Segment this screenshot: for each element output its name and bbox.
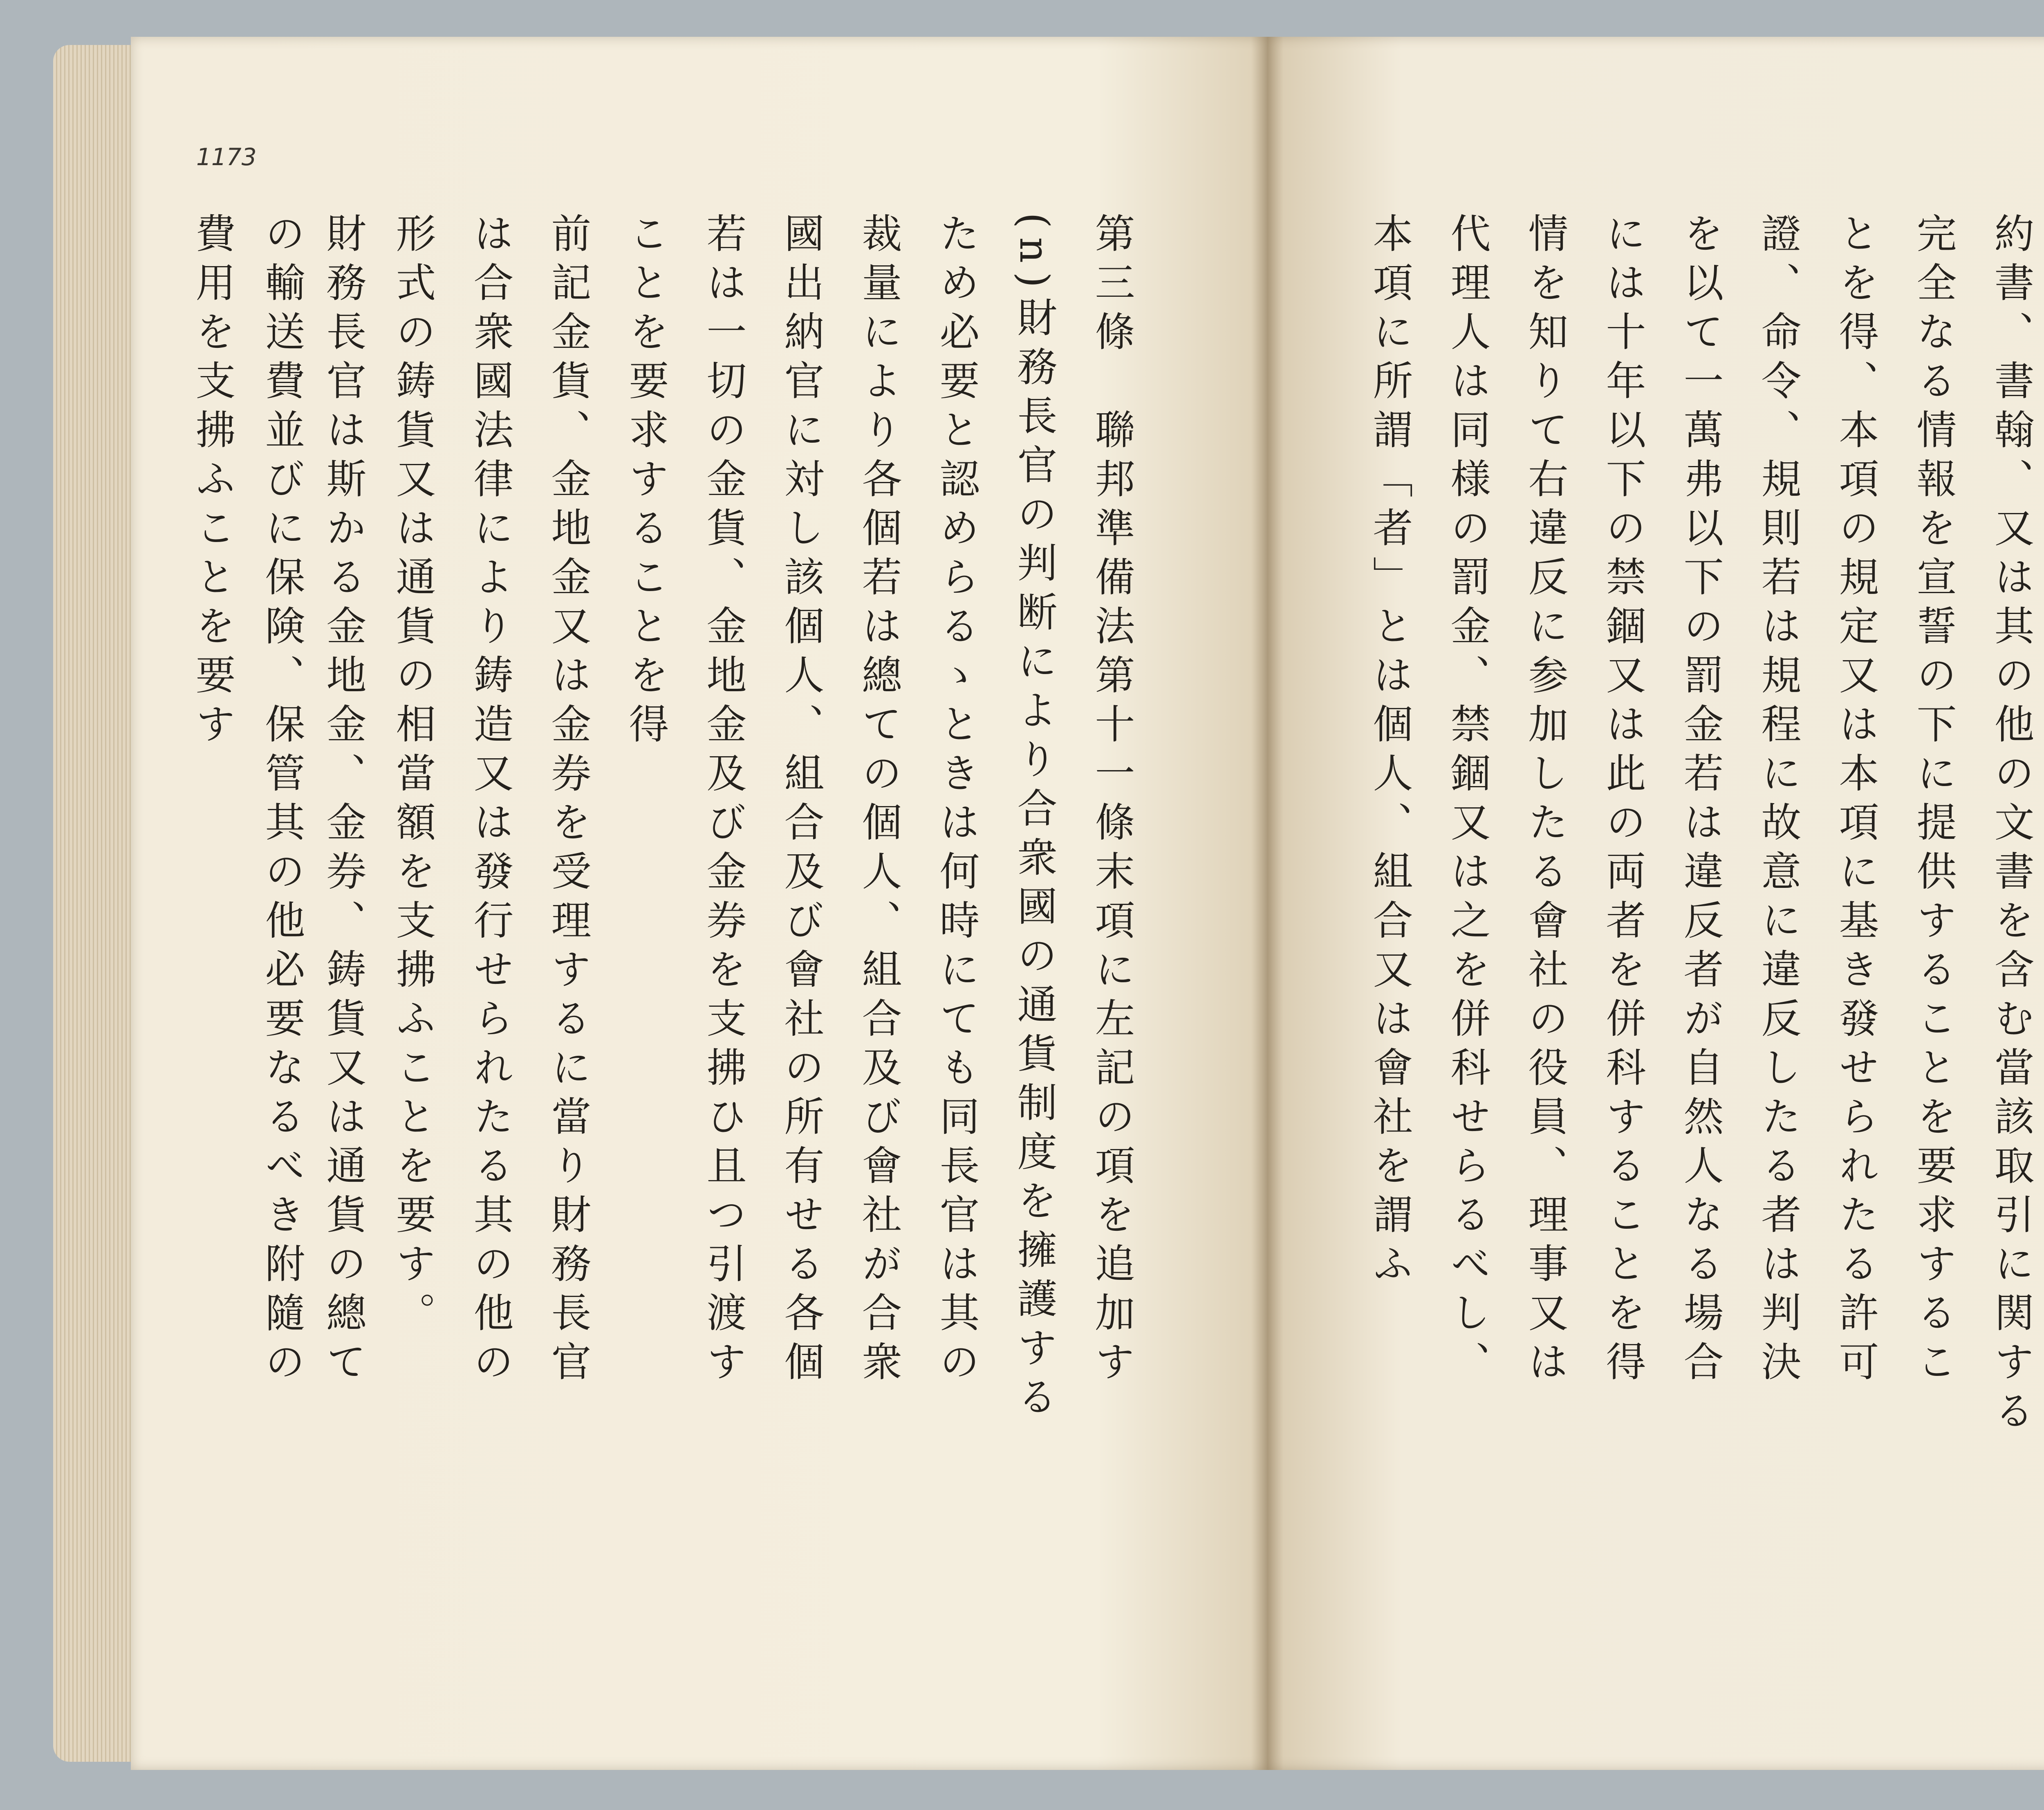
left-column-9: は合衆國法律により鋳造又は發行せられたる其の他の xyxy=(467,213,513,1390)
right-column-7: とを得、本項の規定又は本項に基き發せられたる許可 xyxy=(1832,213,1879,1390)
right-column-8: 證、命令、規則若は規程に故意に違反したる者は判決 xyxy=(1755,213,1801,1390)
right-column-9: を以て一萬弗以下の罰金若は違反者が自然人なる場合 xyxy=(1677,213,1724,1390)
left-column-10: 形式の鋳貨又は通貨の相當額を支拂ふことを要す。 xyxy=(389,213,436,1341)
left-column-7: ことを要求することを得 xyxy=(622,213,669,752)
left-column-13: 費用を支拂ふことを要す xyxy=(189,213,235,752)
right-column-6: 完全なる情報を宣誓の下に提供することを要求するこ xyxy=(1910,213,1957,1390)
left-column-5: 國出納官に対し該個人、組合及び會社の所有せる各個 xyxy=(778,213,824,1390)
left-column-12: の輸送費並びに保険、保管其の他必要なるべき附隨の xyxy=(258,213,305,1390)
book-gutter xyxy=(1251,37,1284,1770)
left-column-4: 裁量により各個若は總ての個人、組合及び會社が合衆 xyxy=(855,213,902,1390)
right-column-11: 情を知りて右違反に参加したる會社の役員、理事又は xyxy=(1522,213,1568,1390)
left-column-1: 第三條 聯邦準備法第十一條末項に左記の項を追加す xyxy=(1088,213,1135,1390)
right-column-10: には十年以下の禁錮又は此の両者を併科することを得 xyxy=(1599,213,1646,1390)
page-edges-left xyxy=(53,45,135,1762)
right-column-5: 約書、書翰、又は其の他の文書を含む當該取引に関する xyxy=(1988,213,2034,1439)
left-column-3: ため必要と認めらるゝときは何時にても同長官は其の xyxy=(933,213,979,1390)
right-column-13: 本項に所謂「者」とは個人、組合又は會社を謂ふ xyxy=(1366,213,1413,1292)
left-column-11: 財務長官は斯かる金地金、金券、鋳貨又は通貨の總て xyxy=(320,213,366,1390)
page-number-left: 1173 xyxy=(196,143,257,171)
left-column-2: (n)財務長官の判断により合衆國の通貨制度を擁護する xyxy=(1011,213,1057,1425)
right-column-12: 代理人は同様の罰金、禁錮又は之を併科せらるべし、 xyxy=(1444,213,1490,1390)
left-column-8: 前記金貨、金地金又は金券を受理するに當り財務長官 xyxy=(545,213,591,1390)
left-column-6: 若は一切の金貨、金地金及び金券を支拂ひ且つ引渡す xyxy=(700,213,746,1390)
